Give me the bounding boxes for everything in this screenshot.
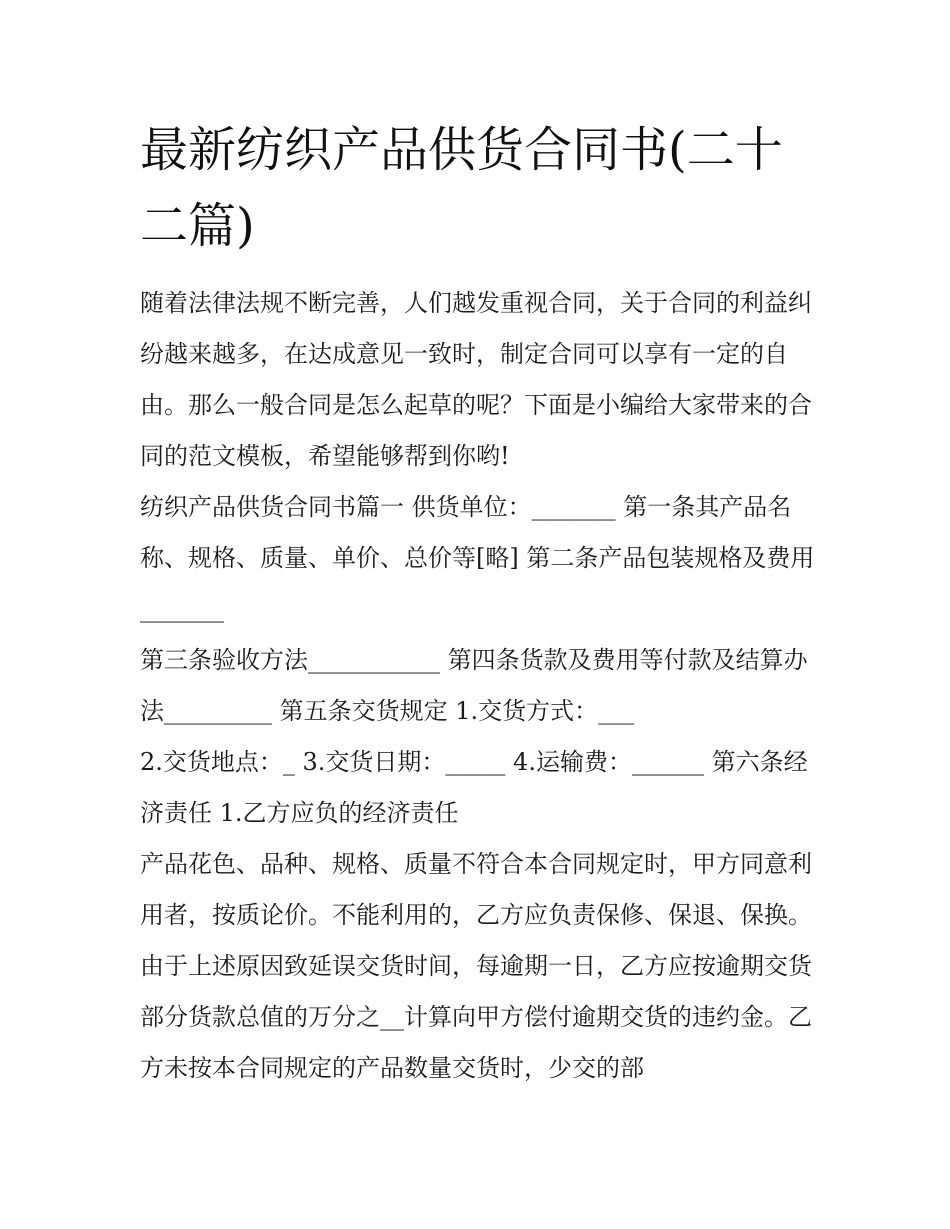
document-body <box>140 278 820 1094</box>
paragraph-contract-header: 纺织产品供货合同书篇一 供货单位：_______ 第一条其产品名称、规格、质量、单价、总价等[略] 第二条产品包装规格及费用_______ <box>140 493 815 623</box>
paragraph-articles-3-5: 第三条验收方法___________ 第四条货款及费用等付款及结算办法_________ 第五条交货规定 1.交货方式：___ <box>140 646 808 725</box>
paragraph-intro: 随着法律法规不断完善，人们越发重视合同，关于合同的利益纠纷越来越多，在达成意见一致时，制定合同可以享有一定的自由。那么一般合同是怎么起草的呢？下面是小编给大家带来的合同的范文模板，希望能够帮到你哟! <box>140 289 812 470</box>
document-title: 最新纺织产品供货合同书(二十二篇) <box>140 122 783 254</box>
paragraph-articles-5-6: 2.交货地点：_ 3.交货日期：_____ 4.运输费：______ 第六条经济责任 1.乙方应负的经济责任 <box>140 748 808 827</box>
paragraph-liability: 产品花色、品种、规格、质量不符合本合同规定时，甲方同意利用者，按质论价。不能利用的，乙方应负责保修、保退、保换。由于上述原因致延误交货时间，每逾期一日，乙方应按逾期交货部分货款总值的万分之__计算向甲方偿付逾期交货的违约金。乙方未按本合同规定的产品数量交货时，少交的部 <box>140 850 812 1082</box>
